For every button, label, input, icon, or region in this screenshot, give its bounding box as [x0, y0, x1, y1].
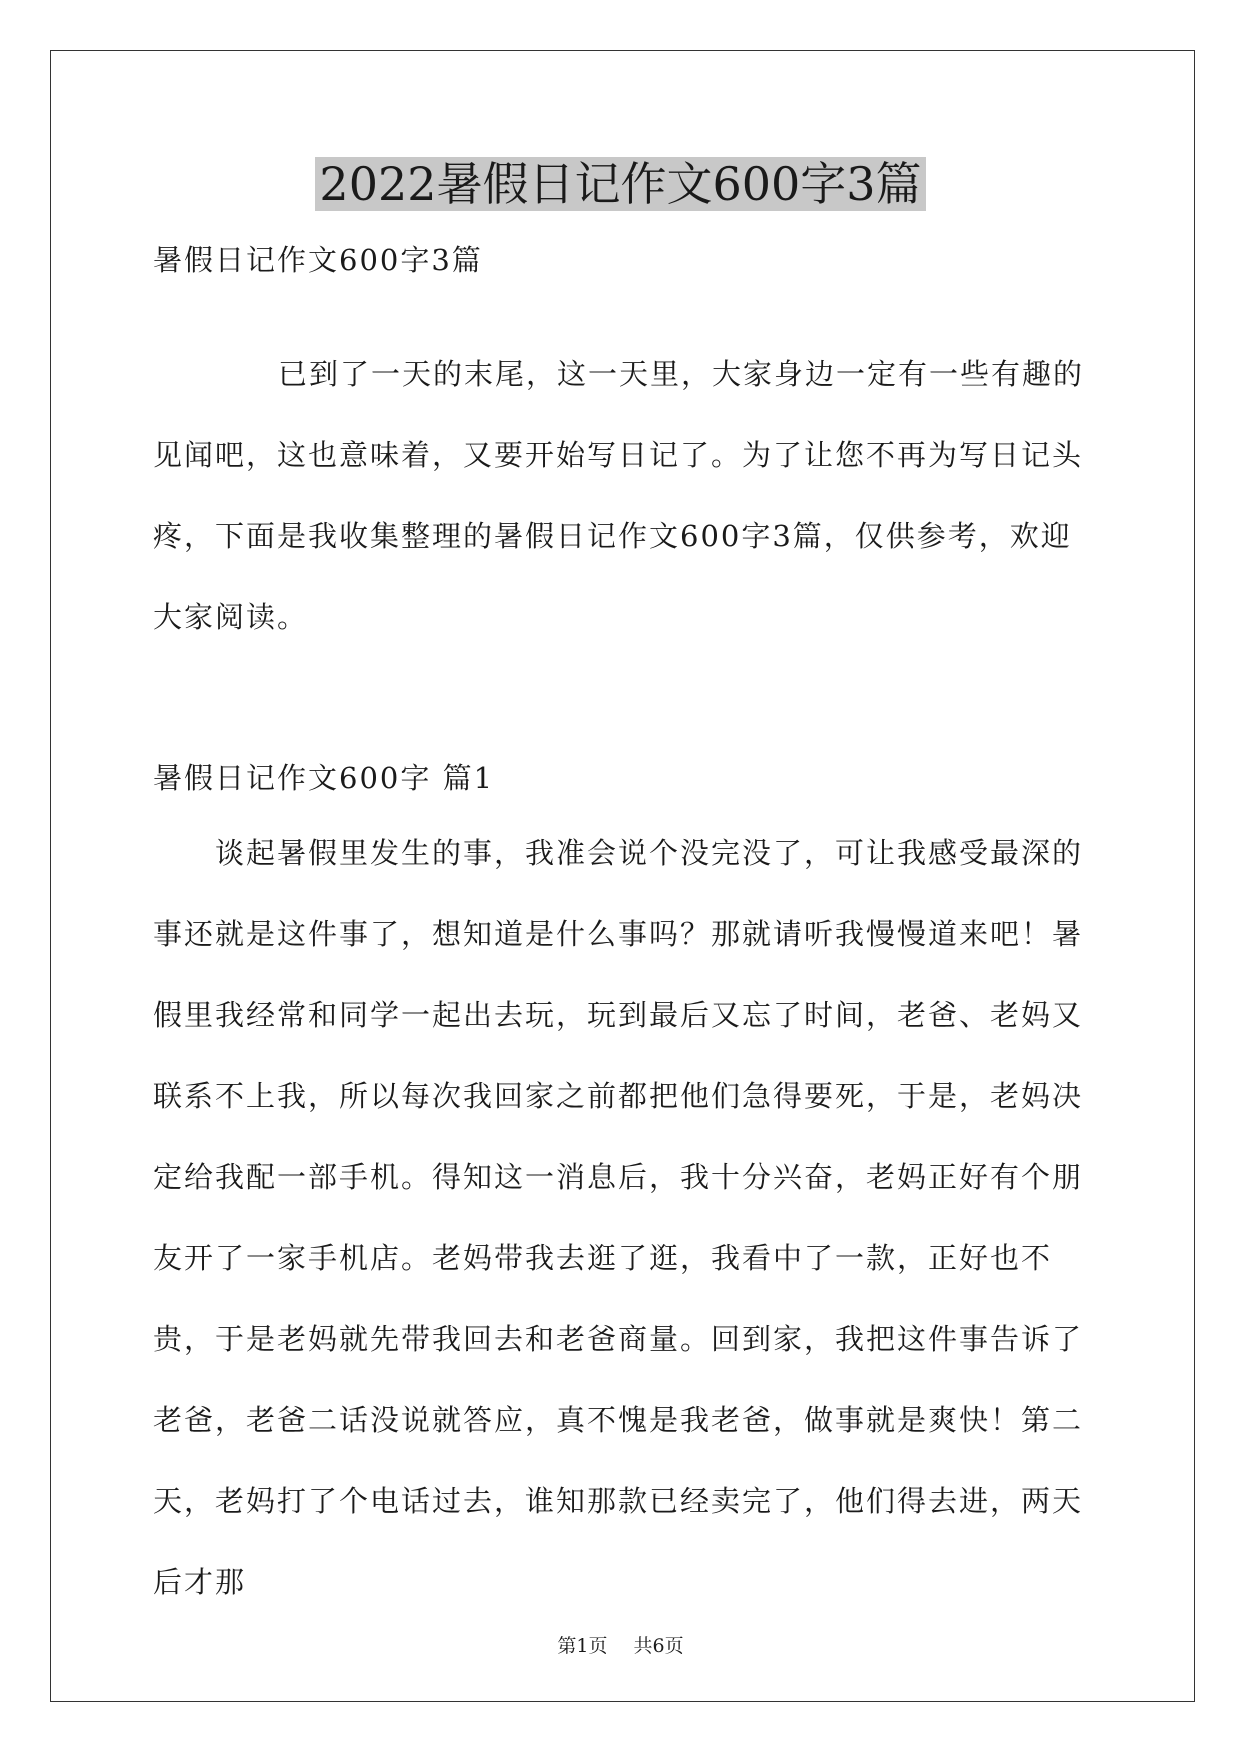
section-1-body: 谈起暑假里发生的事，我准会说个没完没了，可让我感受最深的事还就是这件事了，想知道是什么事吗？那就请听我慢慢道来吧！暑假里我经常和同学一起出去玩，玩到最后又忘了时间，老爸、老妈又联系不上我，所以每次我回家之前都把他们急得要死，于是，老妈决定给我配一部手机。得知这一消息后，我十分兴奋，老妈正好有个朋友开了一家手机店。老妈带我去逛了逛，我看中了一款，正好也不贵，于是老妈就先带我回去和老爸商量。回到家，我把这件事告诉了老爸，老爸二话没说就答应，真不愧是我老爸，做事就是爽快！第二天，老妈打了个电话过去，谁知那款已经卖完了，他们得去进，两天后才那	[153, 836, 1084, 1599]
document-title: 2022暑假日记作文600字3篇	[315, 157, 925, 211]
section-1-title: 暑假日记作文600字 篇1	[153, 761, 495, 795]
page-number-total: 共6页	[633, 1635, 684, 1657]
document-subtitle: 暑假日记作文600字3篇	[153, 243, 483, 277]
page-number-current: 第1页	[557, 1635, 608, 1657]
page-footer	[0, 1634, 1241, 1658]
intro-paragraph: 已到了一天的末尾，这一天里，大家身边一定有一些有趣的见闻吧，这也意味着，又要开始写日记了。为了让您不再为写日记头疼，下面是我收集整理的暑假日记作文600字3篇，仅供参考，欢迎大家阅读。	[153, 357, 1085, 634]
document-title-wrapper	[0, 152, 1241, 216]
